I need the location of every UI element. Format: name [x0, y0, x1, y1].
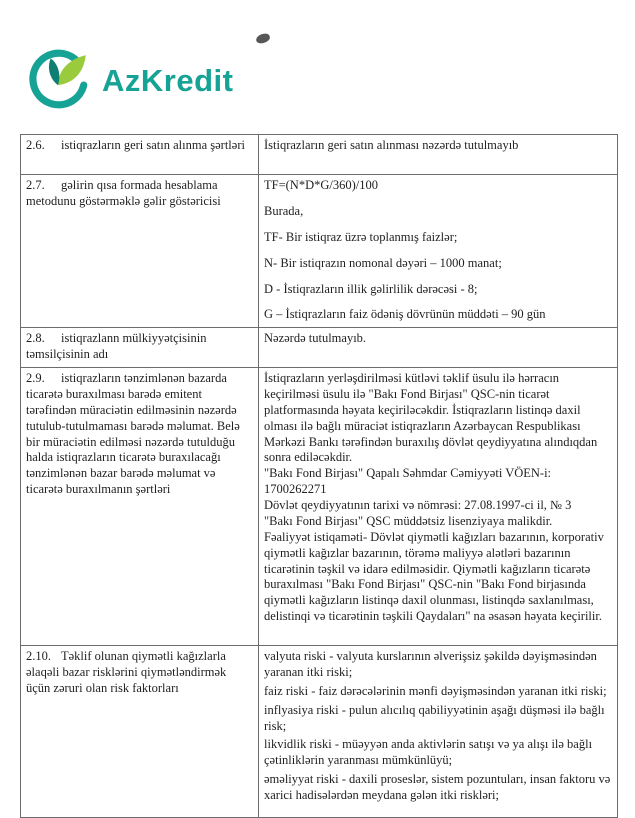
row-number: 2.7. — [26, 178, 45, 192]
row-content: TF- Bir istiqraz üzrə toplanmış faizlər; — [264, 229, 458, 244]
row-content: Fəaliyyət istiqaməti- Dövlət qiymətli kağızları bazarının, korporativ qiymətli kağızlar bazarının, törəmə maliyyə alətləri bazarının ticarətinin təşkil və idarə edilməsidir. Qiymətli kağızların ticarətə buraxılması "Bakı Fond Birjası" QSC-nin "Bakı Fond birjasında qiymətli kağızların listinqə daxil olunması, listinqdə saxlanılması, delistinqi və ticarətinin təşkili Qaydaları" na əsasən həyata keçirilir. — [264, 529, 604, 624]
document-table — [20, 134, 618, 818]
row-content: İstiqrazların geri satın alınması nəzərdə tutulmayıb — [264, 138, 519, 152]
risk-item: əməliyyat riski - daxili proseslər, sistem pozuntuları, insan faktoru və xarici hadisələrdən meydana gələn itki riskləri; — [264, 772, 611, 802]
scan-artifact — [255, 33, 271, 45]
row-label: istiqrazların tənzimlənən bazarda ticarətə buraxılması barədə emitent tərəfindən müraciətin edilməsinin nəzərdə tutulub-tutulmaması barədə məlumat. Belə bir müraciətin edilməsi nəzərdə tutulduğu halda istiqrazların ticarətə buraxılacağı tənzimlənən bazar barədə məlumat və ticarətə buraxılmanın şərtləri — [26, 371, 240, 497]
formula-line: TF=(N*D*G/360)/100 — [264, 178, 378, 192]
row-label: istiqrazların geri satın alınma şərtləri — [61, 138, 245, 152]
risk-item: valyuta riski - valyuta kurslarının əlverişsiz şəkildə dəyişməsindən yaranan itki riski; — [264, 649, 597, 679]
row-content: İstiqrazların yerləşdirilməsi kütləvi təklif üsulu ilə hərracın keçirilməsi üsulu ilə "Bakı Fond Birjası" QSC-nin ticarət platformasında həyata keçiriləcəkdir. İstiqrazların listinqə daxil olması ilə bağlı müraciət istiqrazların Azərbaycan Respublikası Mərkəzi Bankı tərəfindən buraxılış dövlət qeydiyyatına alındıqdan sonra ediləcəkdir. — [264, 371, 598, 465]
risk-item: inflyasiya riski - pulun alıcılıq qabiliyyətinin aşağı düşməsi ilə bağlı risk; — [264, 702, 605, 733]
row-2-10-label-cell — [21, 646, 259, 818]
row-content: Nəzərdə tutulmayıb. — [264, 331, 367, 346]
row-2-8-label-cell — [21, 328, 259, 368]
row-2-9-label-cell — [21, 368, 259, 646]
row-content: Dövlət qeydiyyatının tarixi və nömrəsi: 27.08.1997-ci il, № 3 — [264, 498, 572, 512]
table-row-2-9 — [21, 368, 618, 646]
row-label: Təklif olunan qiymətli kağızlarla əlaqəli bazar risklərini qiymətləndirmək üçün zəruri olan risk faktorları — [26, 649, 227, 695]
row-2-8-content-cell — [259, 328, 618, 368]
row-label: istiqrazlann mülkiyyətçisinin təmsilçisinin adı — [26, 331, 207, 362]
row-2-7-label-cell — [21, 175, 259, 328]
row-content: D - İstiqrazların illik gəlirlilik dərəcəsi - 8; — [264, 281, 478, 296]
row-content: G – İstiqrazların faiz ödəniş dövrünün müddəti – 90 gün — [264, 307, 546, 322]
risk-item: likvidlik riski - müəyyən anda aktivlərin satışı və ya alışı ilə bağlı çətinliklərin yaranması mümkünlüyü; — [264, 737, 593, 768]
row-content: "Bakı Fond Birjası" QSC müddətsiz lisenziyaya malikdir. — [264, 513, 553, 528]
row-2-10-content-cell — [259, 646, 618, 818]
row-2-6-label-cell — [21, 135, 259, 175]
row-2-6-content-cell — [259, 135, 618, 175]
row-content: Burada, — [264, 203, 304, 218]
row-2-7-content-cell — [259, 175, 618, 328]
brand-name: AzKredit — [102, 63, 234, 98]
row-content: N- Bir istiqrazın nomonal dəyəri – 1000 manat; — [264, 255, 502, 270]
row-number: 2.8. — [26, 331, 45, 346]
table-row-2-6 — [21, 135, 618, 175]
row-number: 2.6. — [26, 138, 45, 152]
risk-item: faiz riski - faiz dərəcələrinin mənfi dəyişməsindən yaranan itki riski; — [264, 683, 607, 698]
row-number: 2.10. — [26, 649, 51, 663]
azkredit-logo — [26, 48, 233, 114]
table-row-2-10 — [21, 646, 618, 818]
row-label: gəlirin qısa formada hesablama metodunu göstərməklə gəlir göstəricisi — [26, 178, 221, 208]
table-row-2-8 — [21, 328, 618, 368]
table-row-2-7 — [21, 175, 618, 328]
azkredit-logo-icon — [26, 48, 92, 114]
row-content: "Bakı Fond Birjası" Qapalı Səhmdar Cəmiyyəti VÖEN-i: 1700262271 — [264, 466, 552, 497]
row-2-9-content-cell — [259, 368, 618, 646]
row-number: 2.9. — [26, 371, 45, 385]
